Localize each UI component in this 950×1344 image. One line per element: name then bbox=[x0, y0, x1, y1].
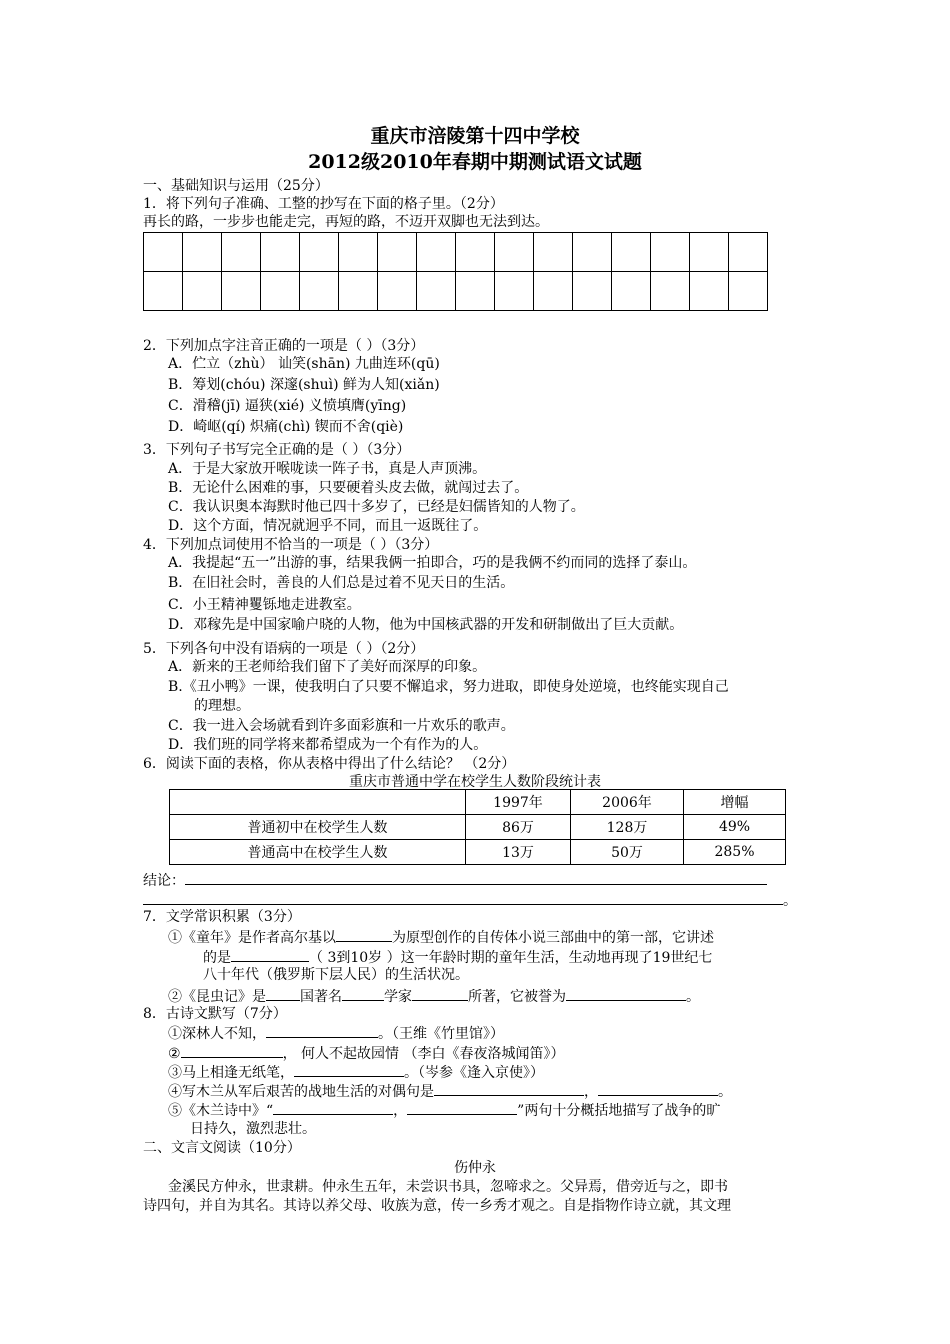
q7-text: ①《童年》是作者高尔基以 bbox=[168, 930, 336, 946]
conclusion-blank-2[interactable] bbox=[143, 889, 783, 905]
q8-text: ④写木兰从军后艰苦的战地生活的对偶句是 bbox=[168, 1084, 434, 1100]
grid-cell[interactable] bbox=[183, 272, 222, 311]
grid-cell[interactable] bbox=[144, 233, 183, 272]
q7-text: ②《昆虫记》是 bbox=[168, 989, 266, 1005]
table-cell: 普通高中在校学生人数 bbox=[170, 840, 466, 865]
table-cell: 13万 bbox=[466, 840, 571, 865]
grid-row bbox=[144, 233, 768, 272]
q2-option-d: D．崎岖(qí) 炽痛(chì) 锲而不舍(qiè) bbox=[168, 419, 404, 435]
grid-cell[interactable] bbox=[261, 233, 300, 272]
exam-title: 2012级2010年春期中期测试语文试题 bbox=[308, 151, 642, 173]
table-header-cell: 增幅 bbox=[684, 790, 786, 815]
grid-row bbox=[144, 272, 768, 311]
conclusion-end: 。 bbox=[783, 893, 797, 909]
q7-text: 所著，它被誉为 bbox=[468, 989, 566, 1005]
grid-cell[interactable] bbox=[612, 233, 651, 272]
grid-cell[interactable] bbox=[183, 233, 222, 272]
q8-text: ①深林人不知， bbox=[168, 1026, 266, 1042]
table-header-cell: 1997年 bbox=[466, 790, 571, 815]
answer-blank[interactable] bbox=[273, 1099, 393, 1115]
q7-text: 为原型创作的自传体小说三部曲中的第一部，它讲述 bbox=[392, 930, 714, 946]
table-cell: 128万 bbox=[571, 815, 684, 840]
table-row bbox=[170, 815, 786, 840]
answer-blank[interactable] bbox=[294, 1061, 404, 1077]
q7-text: 学家 bbox=[384, 989, 412, 1005]
table-row bbox=[170, 840, 786, 865]
school-title: 重庆市涪陵第十四中学校 bbox=[370, 125, 580, 147]
grid-cell[interactable] bbox=[573, 233, 612, 272]
answer-blank[interactable] bbox=[342, 985, 384, 1001]
stat-table-title: 重庆市普通中学在校学生人数阶段统计表 bbox=[349, 774, 601, 790]
table-cell: 285% bbox=[684, 840, 786, 865]
q3-option-a: A．于是大家放开喉咙读一阵子书，真是人声顶沸。 bbox=[168, 461, 487, 477]
q8-text: ， 何人不起故园情 （李白《春夜洛城闻笛》） bbox=[282, 1046, 565, 1062]
table-cell: 86万 bbox=[466, 815, 571, 840]
passage-title: 伤仲永 bbox=[454, 1160, 496, 1176]
grid-cell[interactable] bbox=[690, 233, 729, 272]
table-header-cell: 2006年 bbox=[571, 790, 684, 815]
section2-heading: 二、文言文阅读（10分） bbox=[143, 1140, 301, 1156]
passage-paragraph-line: 诗四句，并自为其名。其诗以养父母、收族为意，传一乡秀才观之。自是指物作诗立就，其文理 bbox=[143, 1198, 731, 1214]
conclusion-line bbox=[143, 869, 767, 891]
answer-blank[interactable] bbox=[598, 1080, 718, 1096]
q1-sentence: 再长的路，一步步也能走完，再短的路，不迈开双脚也无法到达。 bbox=[143, 214, 549, 230]
q8-line-6: 日持久，激烈悲壮。 bbox=[190, 1121, 316, 1137]
q4-option-d: D．邓稼先是中国家喻户晓的人物，他为中国核武器的开发和研制做出了巨大贡献。 bbox=[168, 617, 684, 633]
q6-prompt: 6．阅读下面的表格，你从表格中得出了什么结论？ （2分） bbox=[143, 756, 516, 772]
table-cell: 49% bbox=[684, 815, 786, 840]
q8-line-5 bbox=[168, 1099, 720, 1121]
q5-option-a: A．新来的王老师给我们留下了美好而深厚的印象。 bbox=[168, 659, 487, 675]
q2-option-c: C．滑稽(jī) 逼狭(xié) 义愤填膺(yīng) bbox=[168, 398, 407, 414]
q8-text: 。 bbox=[718, 1084, 732, 1100]
grid-cell[interactable] bbox=[690, 272, 729, 311]
stat-table bbox=[169, 789, 786, 865]
q8-text: ③马上相逢无纸笔， bbox=[168, 1065, 294, 1081]
grid-cell[interactable] bbox=[222, 233, 261, 272]
table-cell: 50万 bbox=[571, 840, 684, 865]
q8-text: ⑤《木兰诗中》“ bbox=[168, 1103, 274, 1119]
copy-grid[interactable] bbox=[143, 232, 768, 311]
answer-blank[interactable] bbox=[231, 946, 309, 962]
conclusion-blank[interactable] bbox=[185, 869, 767, 885]
q4-prompt: 4．下列加点词使用不恰当的一项是（ ）（3分） bbox=[143, 537, 439, 553]
q8-text: ”两句十分概括地描写了战争的旷 bbox=[517, 1103, 721, 1119]
q7-text: （ 3到10岁 ）这一年龄时期的童年生活，生动地再现了19世纪七 bbox=[309, 950, 713, 966]
q5-option-b: B.《丑小鸭》一课，使我明白了只要不懈追求，努力进取，即使身处逆境，也终能实现自己 bbox=[168, 679, 729, 695]
q4-option-a: A．我提起“五一”出游的事，结果我俩一拍即合，巧的是我俩不约而同的选择了泰山。 bbox=[168, 555, 697, 571]
q8-text: 。（岑参《逢入京使》） bbox=[404, 1065, 544, 1081]
grid-cell[interactable] bbox=[651, 272, 690, 311]
answer-blank[interactable] bbox=[181, 1042, 283, 1058]
q3-option-d: D．这个方面，情况就迥乎不同，而且一返既往了。 bbox=[168, 518, 488, 534]
q8-text: ， bbox=[584, 1084, 598, 1100]
q3-option-b: B．无论什么困难的事，只要硬着头皮去做，就闯过去了。 bbox=[168, 480, 529, 496]
passage-paragraph-line: 金溪民方仲永，世隶耕。仲永生五年，未尝识书具，忽啼求之。父异焉，借旁近与之，即书 bbox=[168, 1179, 728, 1195]
table-cell: 普通初中在校学生人数 bbox=[170, 815, 466, 840]
grid-cell[interactable] bbox=[222, 272, 261, 311]
grid-cell[interactable] bbox=[495, 233, 534, 272]
answer-blank[interactable] bbox=[266, 1022, 378, 1038]
q7-line-3: 八十年代（俄罗斯下层人民）的生活状况。 bbox=[203, 967, 469, 983]
grid-cell[interactable] bbox=[261, 272, 300, 311]
q2-prompt: 2．下列加点字注音正确的一项是（ ）（3分） bbox=[143, 338, 425, 354]
grid-cell[interactable] bbox=[534, 233, 573, 272]
grid-cell[interactable] bbox=[651, 233, 690, 272]
conclusion-label: 结论： bbox=[143, 873, 185, 889]
grid-cell[interactable] bbox=[300, 272, 339, 311]
grid-cell[interactable] bbox=[339, 233, 378, 272]
grid-cell[interactable] bbox=[729, 233, 768, 272]
answer-blank[interactable] bbox=[412, 985, 468, 1001]
grid-cell[interactable] bbox=[495, 272, 534, 311]
answer-blank[interactable] bbox=[407, 1099, 517, 1115]
grid-cell[interactable] bbox=[612, 272, 651, 311]
grid-cell[interactable] bbox=[456, 272, 495, 311]
table-header-row bbox=[170, 790, 786, 815]
table-header-cell bbox=[170, 790, 466, 815]
section1-heading: 一、基础知识与运用（25分） bbox=[143, 178, 329, 194]
grid-cell[interactable] bbox=[534, 272, 573, 311]
grid-cell[interactable] bbox=[573, 272, 612, 311]
q3-option-c: C．我认识奥本海默时他已四十多岁了，已经是妇儒皆知的人物了。 bbox=[168, 499, 585, 515]
grid-cell[interactable] bbox=[339, 272, 378, 311]
grid-cell[interactable] bbox=[417, 233, 456, 272]
q2-option-a: A．伫立（zhù） 讪笑(shān) 九曲连环(qū) bbox=[168, 356, 440, 372]
answer-blank[interactable] bbox=[266, 985, 300, 1001]
grid-cell[interactable] bbox=[417, 272, 456, 311]
q8-text: 。（王维《竹里馆》） bbox=[378, 1026, 504, 1042]
answer-blank[interactable] bbox=[336, 926, 392, 942]
q3-prompt: 3．下列句子书写完全正确的是（ ）（3分） bbox=[143, 442, 411, 458]
q7-line-1 bbox=[168, 926, 714, 948]
answer-blank[interactable] bbox=[434, 1080, 584, 1096]
q5-prompt: 5．下列各句中没有语病的一项是（ ）（2分） bbox=[143, 641, 425, 657]
q5-option-d: D．我们班的同学将来都希望成为一个有作为的人。 bbox=[168, 737, 488, 753]
q4-option-c: C．小王精神矍铄地走进教室。 bbox=[168, 597, 361, 613]
q8-prompt: 8．古诗文默写（7分） bbox=[143, 1006, 287, 1022]
q5-option-b-cont: 的理想。 bbox=[194, 698, 250, 714]
q7-text: 。 bbox=[686, 989, 700, 1005]
q7-text: 国著名 bbox=[300, 989, 342, 1005]
q8-text: ② bbox=[168, 1046, 181, 1062]
q8-text: ， bbox=[393, 1103, 408, 1119]
grid-cell[interactable] bbox=[456, 233, 495, 272]
q7-prompt: 7．文学常识积累（3分） bbox=[143, 909, 301, 925]
grid-cell[interactable] bbox=[378, 272, 417, 311]
grid-cell[interactable] bbox=[729, 272, 768, 311]
q1-prompt: 1．将下列句子准确、工整的抄写在下面的格子里。（2分） bbox=[143, 196, 504, 212]
q5-option-c: C．我一进入会场就看到许多面彩旗和一片欢乐的歌声。 bbox=[168, 718, 515, 734]
answer-blank[interactable] bbox=[566, 985, 686, 1001]
q2-option-b: B．筹划(chóu) 深邃(shuì) 鲜为人知(xiǎn) bbox=[168, 377, 440, 393]
grid-cell[interactable] bbox=[300, 233, 339, 272]
q8-line-1 bbox=[168, 1022, 504, 1044]
grid-cell[interactable] bbox=[144, 272, 183, 311]
q4-option-b: B．在旧社会时，善良的人们总是过着不见天日的生活。 bbox=[168, 575, 515, 591]
q7-text: 的是 bbox=[203, 950, 231, 966]
grid-cell[interactable] bbox=[378, 233, 417, 272]
